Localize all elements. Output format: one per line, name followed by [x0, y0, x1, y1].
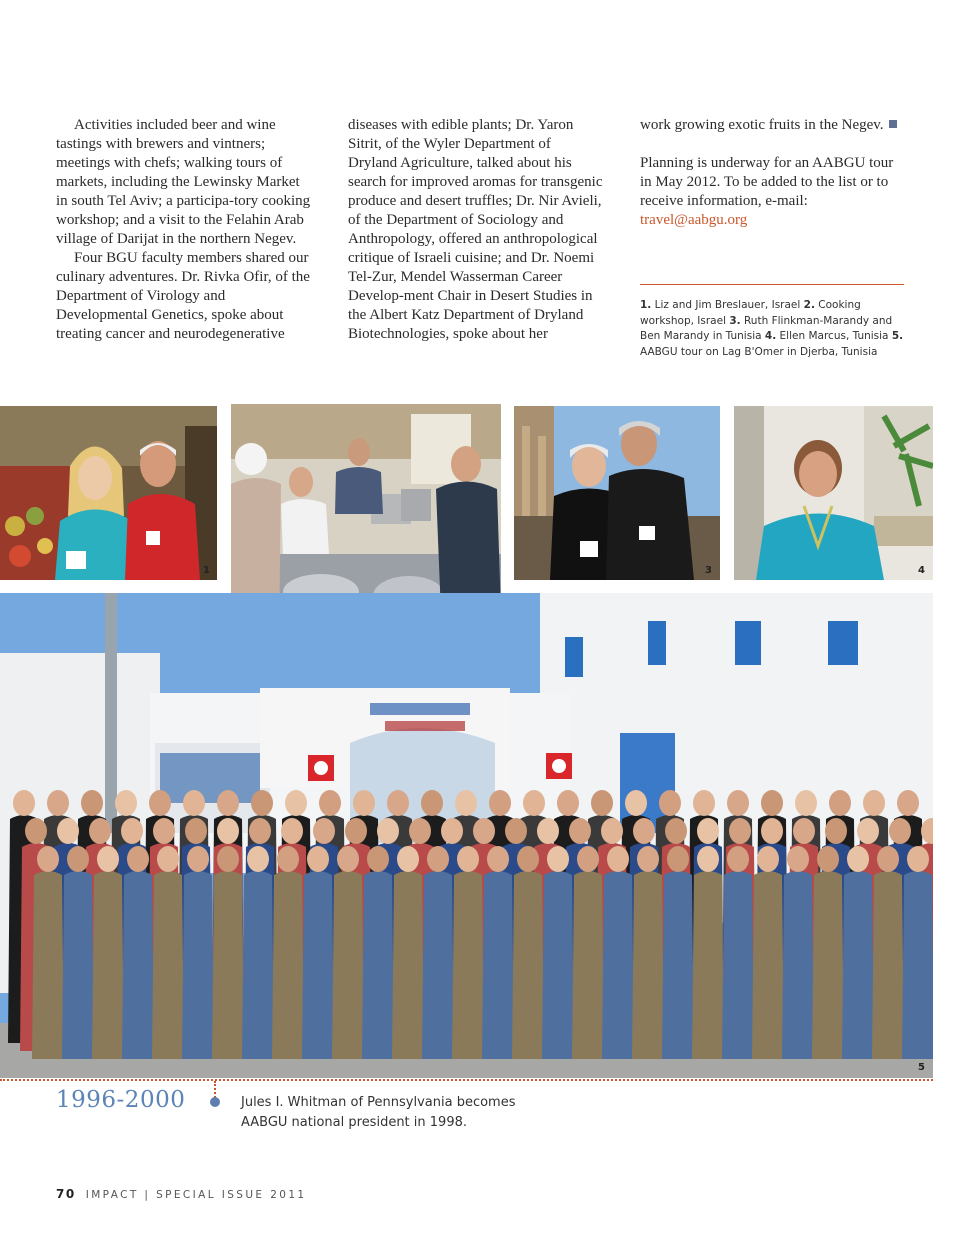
- article-column-2: [348, 116, 603, 344]
- end-mark-icon: [889, 120, 897, 128]
- column3-text: work growing exotic fruits in the Negev.: [640, 117, 884, 133]
- column1-paragraph-2: Four BGU faculty members shared our culinary adventures. Dr. Rivka Ofir, of the Department of Virology and Developmental Genetics, spoke about treating cancer and neurodegenerative: [56, 250, 310, 342]
- email-link[interactable]: travel@aabgu.org: [640, 212, 748, 228]
- article-column-1: [56, 116, 314, 344]
- timeline-entry: Jules I. Whitman of Pennsylvania becomes AABGU national president in 1998.: [241, 1095, 516, 1130]
- timeline-marker-icon: [210, 1097, 220, 1107]
- photo-ruth-and-ben-marandy: [514, 406, 720, 580]
- column2-paragraph-1: diseases with edible plants; Dr. Yaron Sitrit, of the Wyler Department of Dryland Agriculture, talked about his search for improved aromas for transgenic produce and desert truffles; Dr. Nir Avieli, of the Department of Sociology and Anthropology, offered an anthropological critique of Israeli cuisine; and Dr. Noemi Tel-Zur, Mendel Wasserman Career Develop-ment Chair in Desert Studies in the Albert Katz Department of Dryland Biotechnologies, spoke about her: [348, 117, 603, 342]
- publication-label: IMPACT | SPECIAL ISSUE 2011: [85, 1189, 307, 1201]
- caption-5: 5. AABGU tour on Lag B'Omer in Djerba, Tunisia: [640, 330, 904, 358]
- timeline-years: 1996-2000: [56, 1087, 186, 1113]
- photo-ellen-marcus: [734, 406, 933, 580]
- page-number: 70: [56, 1187, 76, 1201]
- caption-2: 2. Cooking workshop, Israel: [640, 299, 861, 327]
- photo-number-4: 4: [918, 565, 925, 576]
- column3-planning-text: Planning is underway for an AABGU tour in May 2012. To be added to the list or to receive information, e-mail:: [640, 155, 894, 209]
- column3-paragraph-2: [640, 154, 905, 230]
- photo-liz-and-jim-breslauer: [0, 406, 217, 580]
- caption-divider: [640, 284, 904, 285]
- column3-paragraph-1: [640, 116, 905, 135]
- caption-4: 4. Ellen Marcus, Tunisia: [764, 330, 889, 343]
- timeline-divider: [0, 1079, 933, 1081]
- page-footer: [56, 1187, 307, 1201]
- photo-number-1: 1: [203, 565, 210, 576]
- column1-paragraph-1: Activities included beer and wine tastings with brewers and vintners; meetings with chefs; walking tours of markets, including the Lewinsky Market in south Tel Aviv; a participa-tory cooking workshop; and a visit to the Felahin Arab village of Darijat in the northern Negev.: [56, 117, 311, 247]
- photo-number-3: 3: [705, 565, 712, 576]
- photo-captions: [640, 298, 905, 360]
- article-column-3: [640, 116, 905, 230]
- photo-number-5: 5: [918, 1062, 925, 1073]
- photo-aabgu-tour-djerba: [0, 593, 933, 1078]
- caption-1: 1. Liz and Jim Breslauer, Israel: [640, 299, 801, 311]
- caption-3: 3. Ruth Flinkman-Marandy and Ben Marandy in Tunisia: [640, 314, 893, 343]
